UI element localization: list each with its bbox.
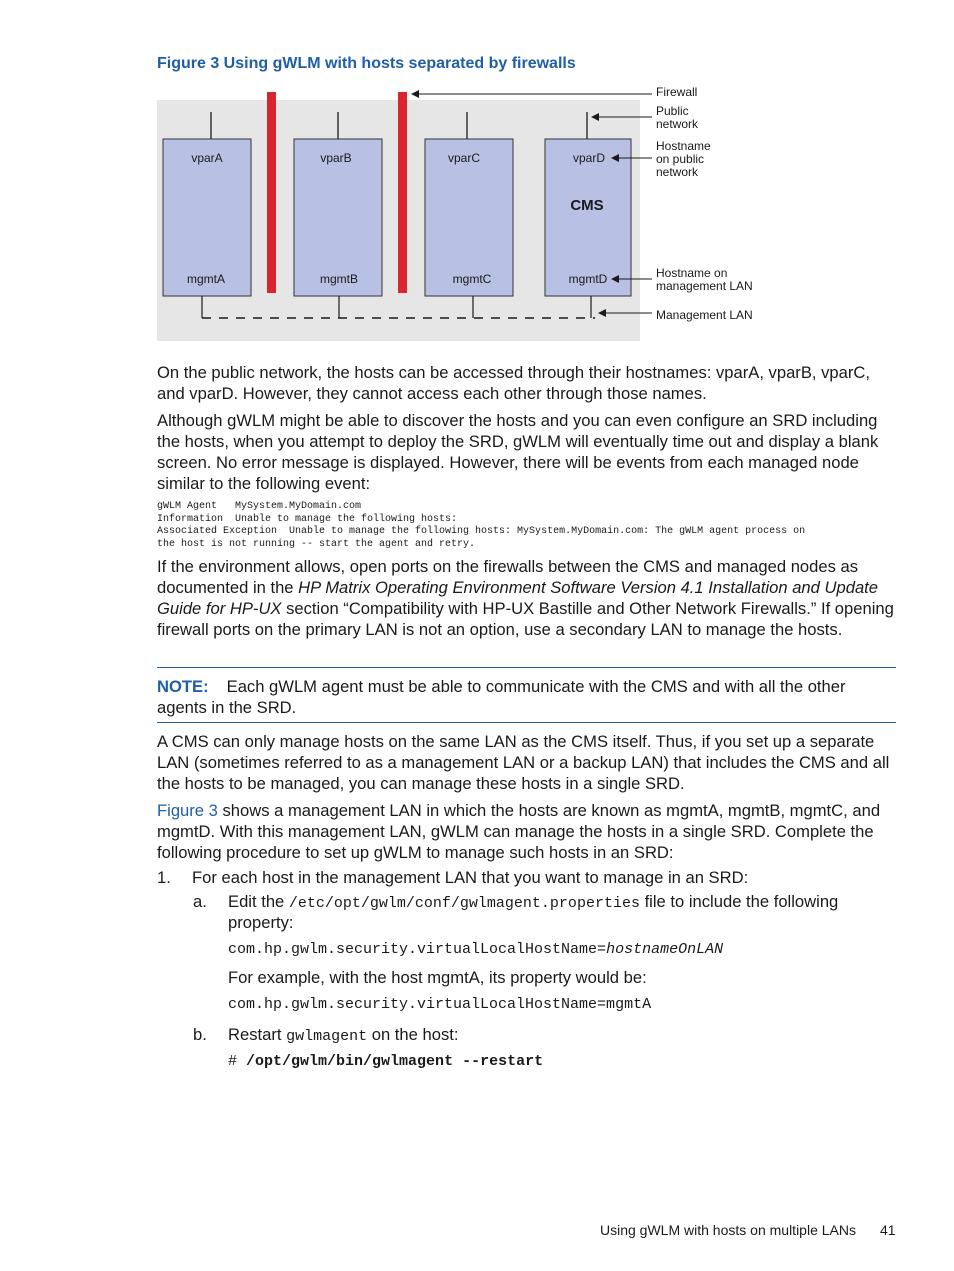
callout-hostname-public-3: network [656,165,699,179]
figure-3-link[interactable]: Figure 3 [157,801,218,820]
host-label-mgmtB: mgmtB [319,272,359,286]
note-text: Each gWLM agent must be able to communicate with the CMS and with all the other agents in the SRD. [157,677,846,717]
figure-title: Figure 3 Using gWLM with hosts separated by firewalls [157,55,576,72]
host-label-mgmtD: mgmtD [568,272,608,286]
host-label-vparD: vparD [572,151,606,165]
paragraph-firewall-ports: If the environment allows, open ports on the firewalls between the CMS and managed nodes as documented in the HP Matrix Operating Environment Software Version 4.1 Installation and Update Guide for HP-UX section “Compatibility with HP-UX Bastille and Other Network Firewalls.” If opening firewall ports on the primary LAN is not an option, use a secondary LAN to manage the hosts. [157,557,894,639]
paragraph-cms-same-lan: A CMS can only manage hosts on the same LAN as the CMS itself. Thus, if you set up a separate LAN (sometimes referred to as a management LAN or a backup LAN) that includes the CMS and all the hosts to be managed, you can manage these hosts in a single SRD. [157,732,890,793]
host-label-vparB: vparB [320,151,352,165]
callout-management-lan: Management LAN [656,308,753,322]
step-a-letter: a. [193,892,207,911]
property-template: com.hp.gwlm.security.virtualLocalHostName=hostnameOnLAN [228,941,724,958]
callout-public-2: network [656,117,699,131]
gwlmagent-code: gwlmagent [286,1028,368,1045]
step-b-text: Restart gwlmagent on the host: [228,1025,459,1045]
event-log-block: gWLM Agent MySystem.MyDomain.com Information Unable to manage the following hosts: Associated Exception Unable to manage the following hosts: MySystem.MyDomain.com: The gWLM agent process on the host is not running -- start the agent and retry. [157,501,806,551]
host-label-mgmtA: mgmtA [186,272,226,286]
firewall-2 [398,92,407,293]
step-a-text: Edit the /etc/opt/gwlm/conf/gwlmagent.properties file to include the following [228,892,839,912]
step-b-letter: b. [193,1025,207,1044]
firewall-1 [267,92,276,293]
example-intro: For example, with the host mgmtA, its property would be: [228,968,647,987]
cms-label: CMS [570,197,604,214]
footer-section-title: Using gWLM with hosts on multiple LANs [600,1222,856,1238]
note-label: NOTE: [157,677,209,696]
restart-command: # /opt/gwlm/bin/gwlmagent --restart [228,1053,544,1070]
host-label-mgmtC: mgmtC [452,272,492,286]
callout-public-1: Public [656,104,689,118]
paragraph-public-network: On the public network, the hosts can be accessed through their hostnames: vparA, vparB, vparC, and vparD. However, they cannot access each other through those names. [157,363,870,403]
host-label-vparC: vparC [447,151,481,165]
properties-file-path: /etc/opt/gwlm/conf/gwlmagent.properties [288,895,640,912]
callout-hostname-mgmt-2: management LAN [656,279,753,293]
note-rule-bottom [157,722,896,723]
paragraph-deploy-timeout: Although gWLM might be able to discover the hosts and you can even configure an SRD including the hosts, when you attempt to deploy the SRD, gWLM will eventually time out and display a blank screen. No error message is displayed. However, there will be events from each managed node similar to the following event: [157,411,879,493]
step-1-number: 1. [157,868,171,887]
property-example: com.hp.gwlm.security.virtualLocalHostName=mgmtA [228,996,652,1013]
callout-hostname-public-2: on public [656,152,705,166]
callout-hostname-mgmt-1: Hostname on [656,266,728,280]
step-1-text: For each host in the management LAN that you want to manage in an SRD: [192,868,749,887]
note-rule-top [157,667,896,668]
callout-hostname-public-1: Hostname [656,139,711,153]
paragraph-management-lan: Figure 3 shows a management LAN in which the hosts are known as mgmtA, mgmtB, mgmtC, and mgmtD. With this management LAN, gWLM can manage the hosts in a single SRD. Complete the following procedure to set up gWLM to manage such hosts in an SRD: [157,801,881,862]
callout-firewall: Firewall [656,85,698,99]
footer-page-number: 41 [880,1222,896,1238]
note-box [157,676,897,718]
step-a-text-2: property: [228,913,294,932]
firewall-diagram [0,0,954,350]
host-label-vparA: vparA [191,151,223,165]
